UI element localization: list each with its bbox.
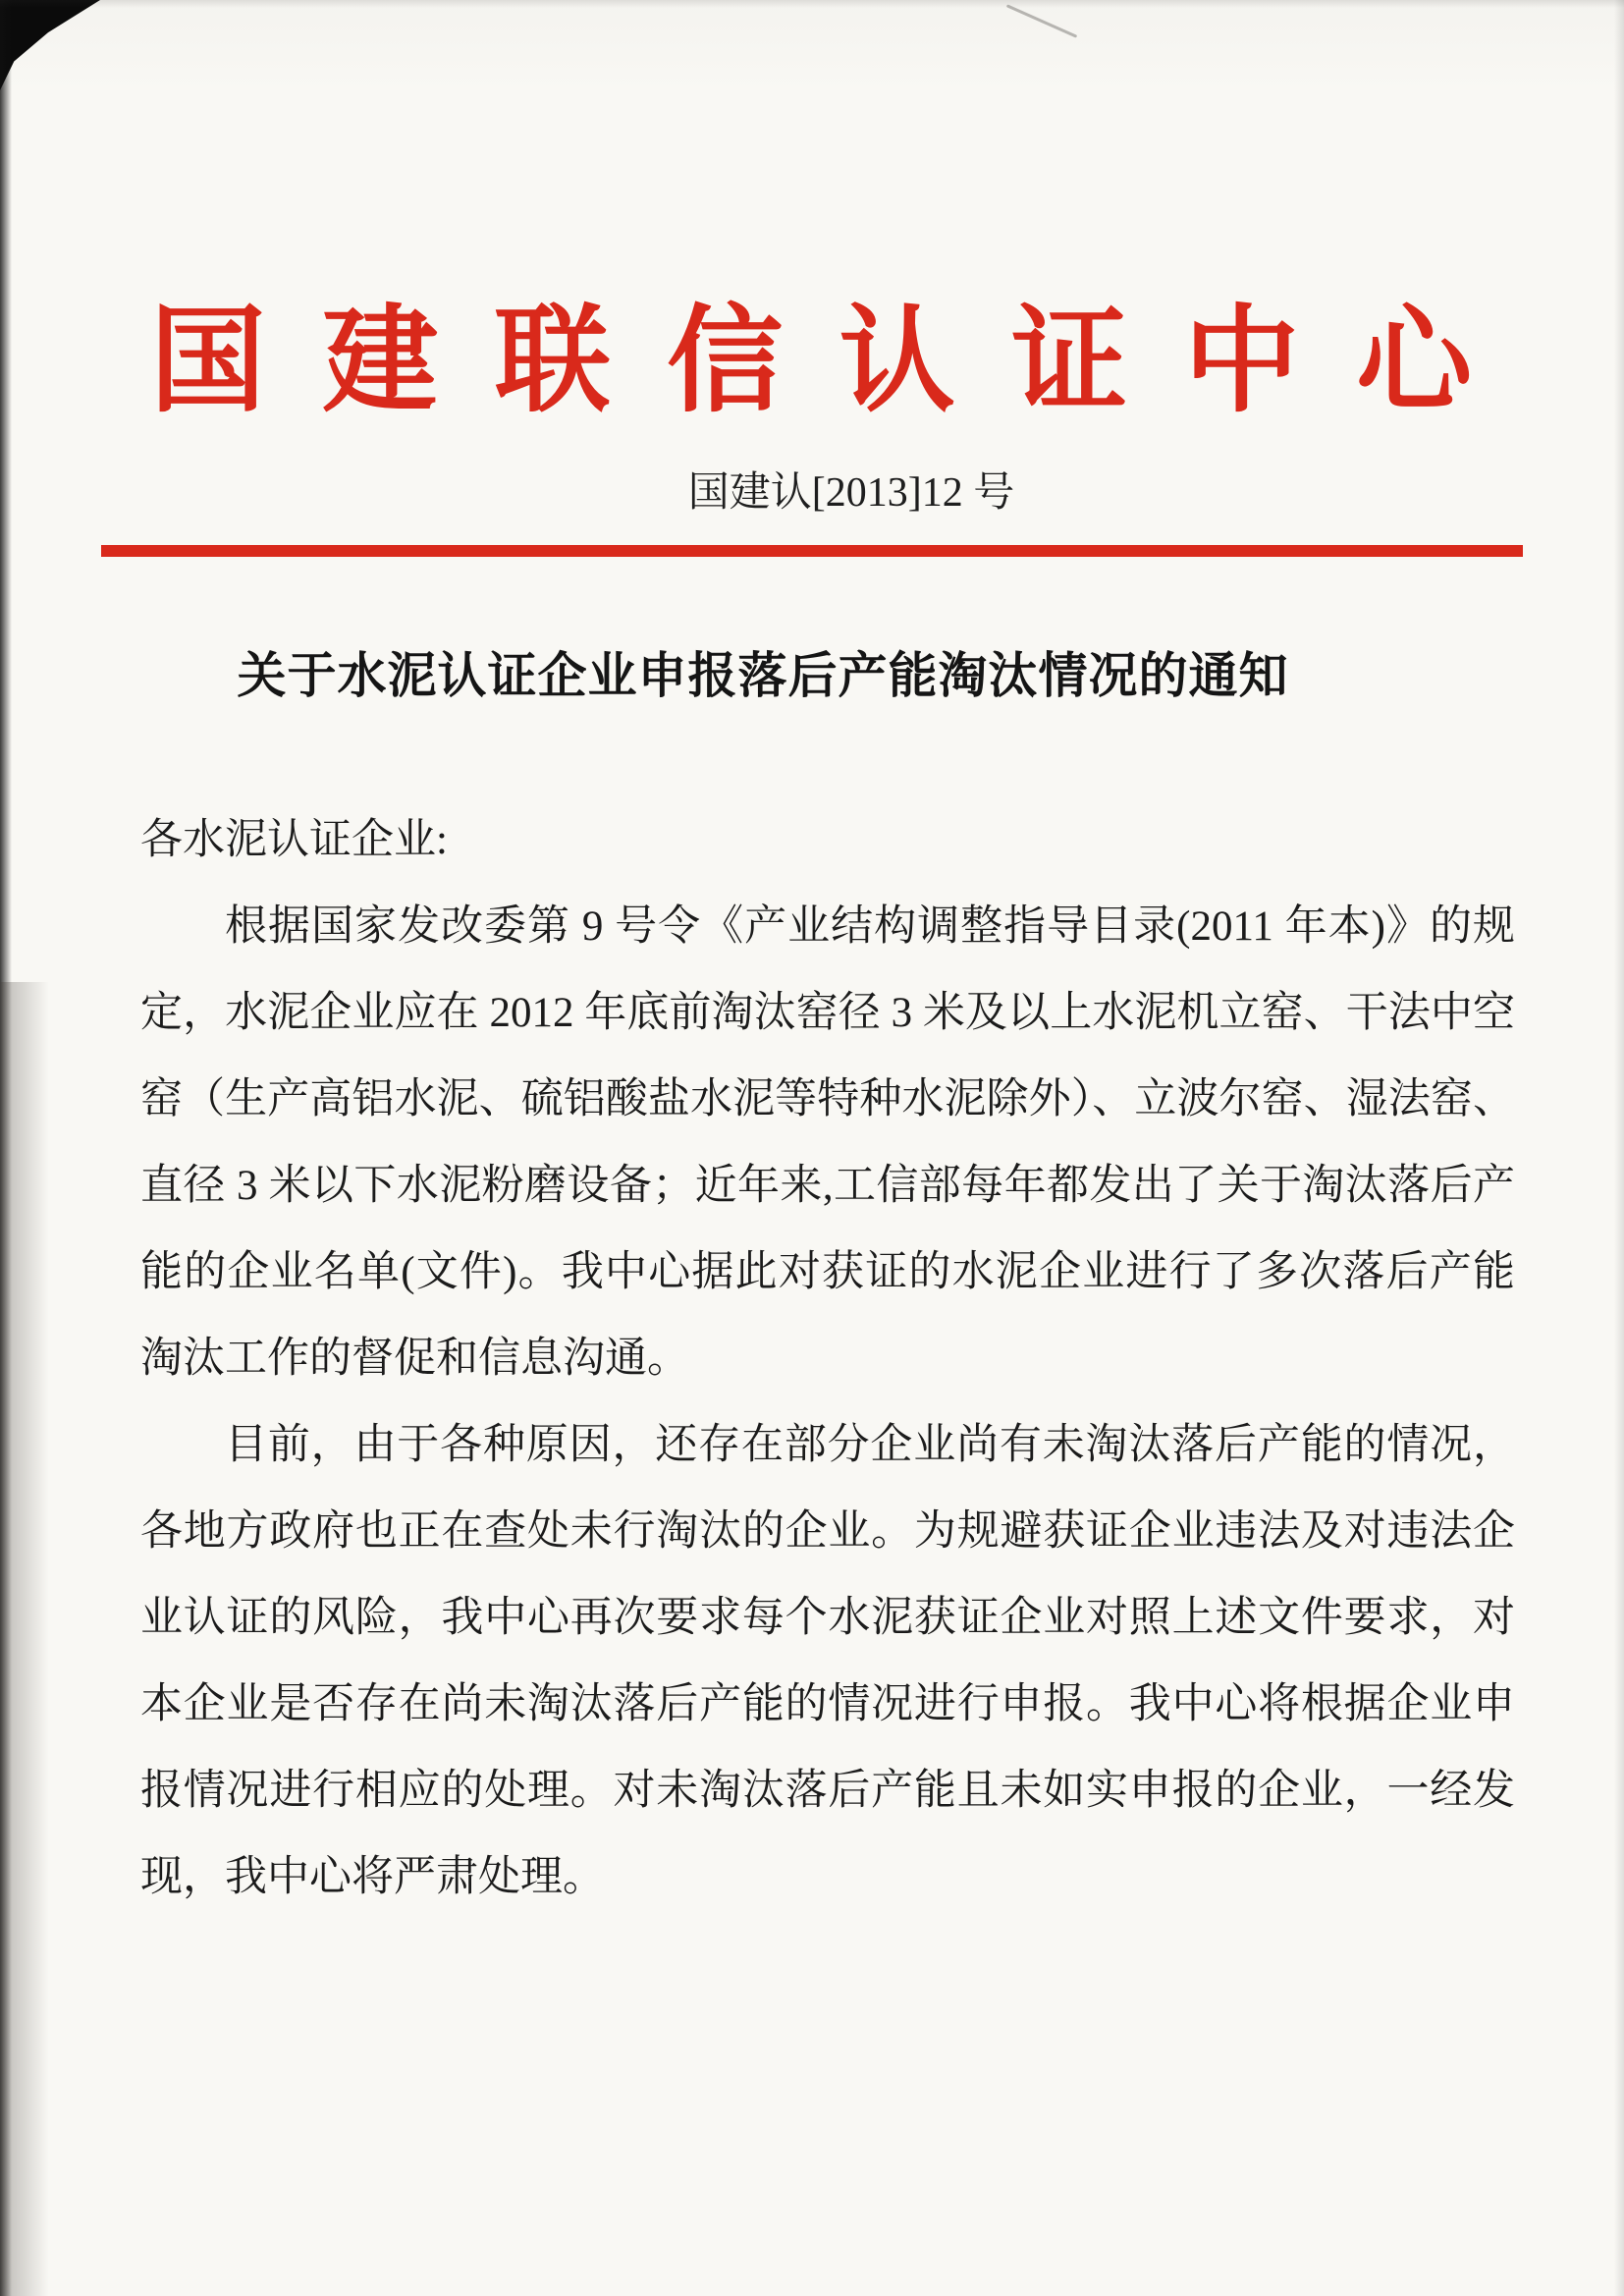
body-paragraph-1: 根据国家发改委第 9 号令《产业结构调整指导目录(2011 年本)》的规定，水泥企业应在 2012 年底前淘汰窑径 3 米及以上水泥机立窑、干法中空窑（生产高铝水泥、硫铝酸盐水泥等特种水泥除外）、立波尔窑、湿法窑、直径 3 米以下水泥粉磨设备；近年来,工信部每年都发出了关于淘汰落后产能的企业名单(文件)。我中心据此对获证的水泥企业进行了多次落后产能淘汰工作的督促和信息沟通。	[140, 903, 1515, 1382]
salutation: 各水泥认证企业:	[140, 817, 448, 863]
body-paragraph-2: 目前，由于各种原因，还存在部分企业尚有未淘汰落后产能的情况，各地方政府也正在查处未行淘汰的企业。为规避获证企业违法及对违法企业认证的风险，我中心再次要求每个水泥获证企业对照上述文件要求，对本企业是否存在尚未淘汰落后产能的情况进行申报。我中心将根据企业申报情况进行相应的处理。对未淘汰落后产能且未如实申报的企业，一经发现，我中心将严肃处理。	[140, 1422, 1515, 1900]
scan-artifact-scratch	[1006, 4, 1077, 37]
scan-artifact-top-left-corner	[0, 0, 100, 90]
document-number: 国建认[2013]12 号	[687, 470, 1015, 516]
document-body	[140, 797, 1515, 1921]
scan-artifact-top-edge	[0, 0, 1624, 8]
letterhead-org-name: 国 建 联 信 认 证 中 心	[149, 298, 1475, 426]
red-divider-rule	[101, 545, 1523, 557]
scan-artifact-left-shadow	[0, 982, 49, 2296]
notice-title: 关于水泥认证企业申报落后产能淘汰情况的通知	[237, 648, 1289, 703]
